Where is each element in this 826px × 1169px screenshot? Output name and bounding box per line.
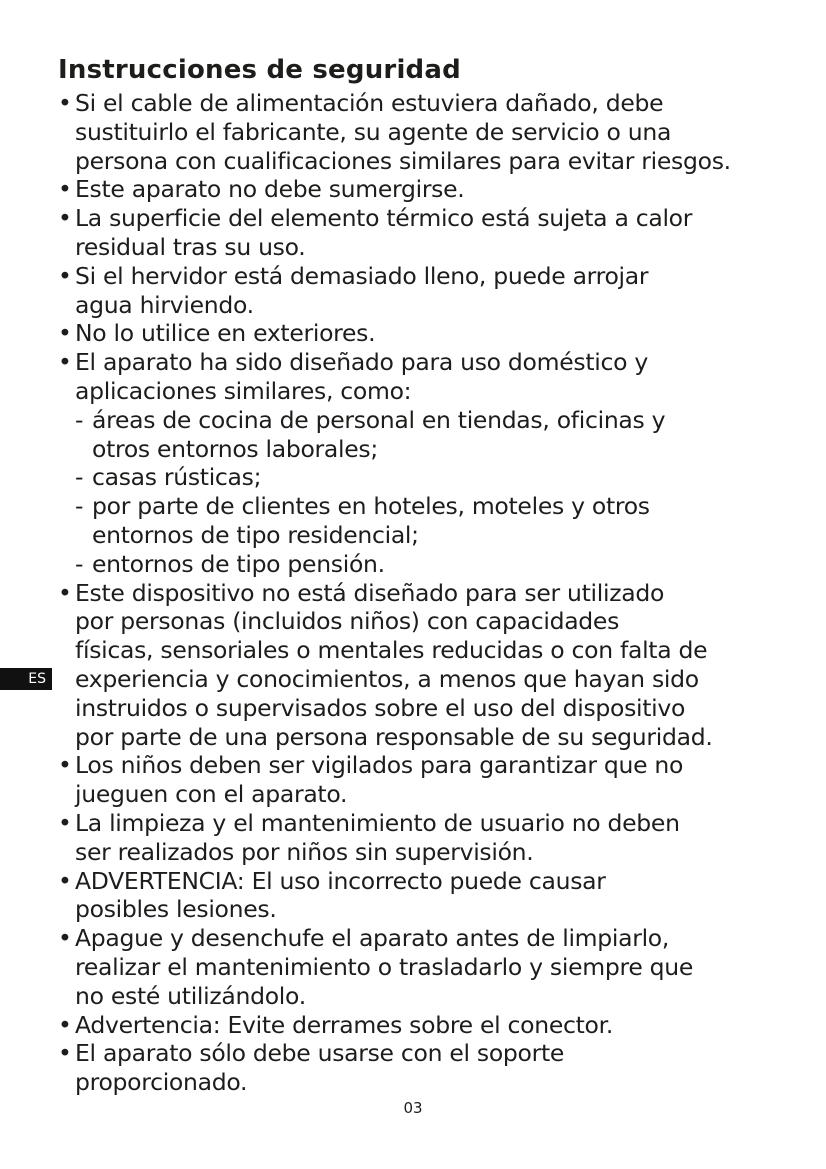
- sub-list-item-text: casas rústicas;: [92, 463, 262, 492]
- list-item-continuation: sustituirlo el fabricante, su agente de servicio o una: [75, 117, 672, 146]
- list-item-continuation: no esté utilizándolo.: [75, 981, 306, 1010]
- list-item-continuation: residual tras su uso.: [75, 232, 306, 261]
- list-item: [58, 89, 731, 118]
- dash-marker: -: [75, 549, 84, 578]
- list-item-text: La limpieza y el mantenimiento de usuario no deben: [75, 808, 680, 837]
- list-item-text: Este dispositivo no está diseñado para ser utilizado: [75, 578, 665, 607]
- list-item-text: El aparato sólo debe usarse con el soporte: [75, 1039, 565, 1068]
- sub-list-item-continuation: otros entornos laborales;: [92, 434, 378, 463]
- list-item-continuation: instruidos o supervisados sobre el uso del dispositivo: [75, 693, 686, 722]
- bullet-marker: •: [58, 1039, 72, 1068]
- dash-marker: -: [75, 463, 84, 492]
- page-number: 03: [403, 1099, 423, 1117]
- list-item-continuation: ser realizados por niños sin supervisión.: [75, 837, 534, 866]
- list-item: [58, 579, 731, 608]
- language-tab: ES: [0, 668, 52, 690]
- list-item-text: La superficie del elemento térmico está sujeta a calor: [75, 204, 693, 233]
- list-item-text: ADVERTENCIA: El uso incorrecto puede causar: [75, 866, 606, 895]
- sub-list-item: [58, 550, 731, 579]
- bullet-marker: •: [58, 319, 72, 348]
- list-item-continuation: físicas, sensoriales o mentales reducidas o con falta de: [75, 636, 708, 665]
- dash-marker: -: [75, 492, 84, 521]
- sub-list-item: [58, 492, 731, 521]
- list-item: [58, 262, 731, 291]
- list-item: [58, 867, 731, 896]
- list-item: [58, 319, 731, 348]
- bullet-marker: •: [58, 1010, 72, 1039]
- list-item-text: Advertencia: Evite derrames sobre el conector.: [75, 1010, 613, 1039]
- list-item: [58, 809, 731, 838]
- list-item-text: Si el hervidor está demasiado lleno, puede arrojar: [75, 261, 649, 290]
- bullet-marker: •: [58, 89, 72, 117]
- list-item: [58, 348, 731, 377]
- bullet-marker: •: [58, 175, 72, 204]
- dash-marker: -: [75, 405, 84, 434]
- list-item-continuation: agua hirviendo.: [75, 290, 254, 319]
- page-title: Instrucciones de seguridad: [58, 55, 461, 85]
- bullet-marker: •: [58, 924, 72, 953]
- list-item-continuation: aplicaciones similares, como:: [75, 376, 412, 405]
- list-item-text: No lo utilice en exteriores.: [75, 319, 376, 348]
- list-item-text: Si el cable de alimentación estuviera dañado, debe: [75, 89, 664, 117]
- list-item-continuation: experiencia y conocimientos, a menos que hayan sido: [75, 664, 699, 693]
- list-item-continuation: realizar el mantenimiento o trasladarlo y siempre que: [75, 952, 694, 981]
- sub-list-item-text: por parte de clientes en hoteles, moteles y otros: [92, 492, 650, 521]
- bullet-marker: •: [58, 808, 72, 837]
- list-item: [58, 751, 731, 780]
- bullet-marker: •: [58, 578, 72, 607]
- list-item-text: Este aparato no debe sumergirse.: [75, 175, 465, 204]
- list-item-text: Apague y desenchufe el aparato antes de limpiarlo,: [75, 924, 670, 953]
- sub-list-item: [58, 463, 731, 492]
- list-item-text: El aparato ha sido diseñado para uso doméstico y: [75, 348, 648, 377]
- bullet-marker: •: [58, 348, 72, 377]
- sub-list-item-text: áreas de cocina de personal en tiendas, oficinas y: [92, 405, 666, 434]
- list-item-continuation: proporcionado.: [75, 1068, 248, 1097]
- bullet-marker: •: [58, 261, 72, 290]
- bullet-marker: •: [58, 866, 72, 895]
- safety-instructions-list: [58, 89, 731, 1097]
- sub-list-item: [58, 406, 731, 435]
- list-item: [58, 1039, 731, 1068]
- list-item: [58, 1011, 731, 1040]
- list-item: [58, 924, 731, 953]
- sub-list-item-text: entornos de tipo pensión.: [92, 549, 385, 578]
- list-item-continuation: persona con cualificaciones similares para evitar riesgos.: [75, 146, 731, 175]
- list-item-continuation: jueguen con el aparato.: [75, 780, 348, 809]
- list-item: [58, 204, 731, 233]
- list-item-continuation: por parte de una persona responsable de su seguridad.: [75, 722, 713, 751]
- list-item-text: Los niños deben ser vigilados para garantizar que no: [75, 751, 684, 780]
- bullet-marker: •: [58, 204, 72, 233]
- sub-list-item-continuation: entornos de tipo residencial;: [92, 520, 419, 549]
- bullet-marker: •: [58, 751, 72, 780]
- list-item-continuation: posibles lesiones.: [75, 895, 277, 924]
- list-item: [58, 175, 731, 204]
- list-item-continuation: por personas (incluidos niños) con capacidades: [75, 607, 620, 636]
